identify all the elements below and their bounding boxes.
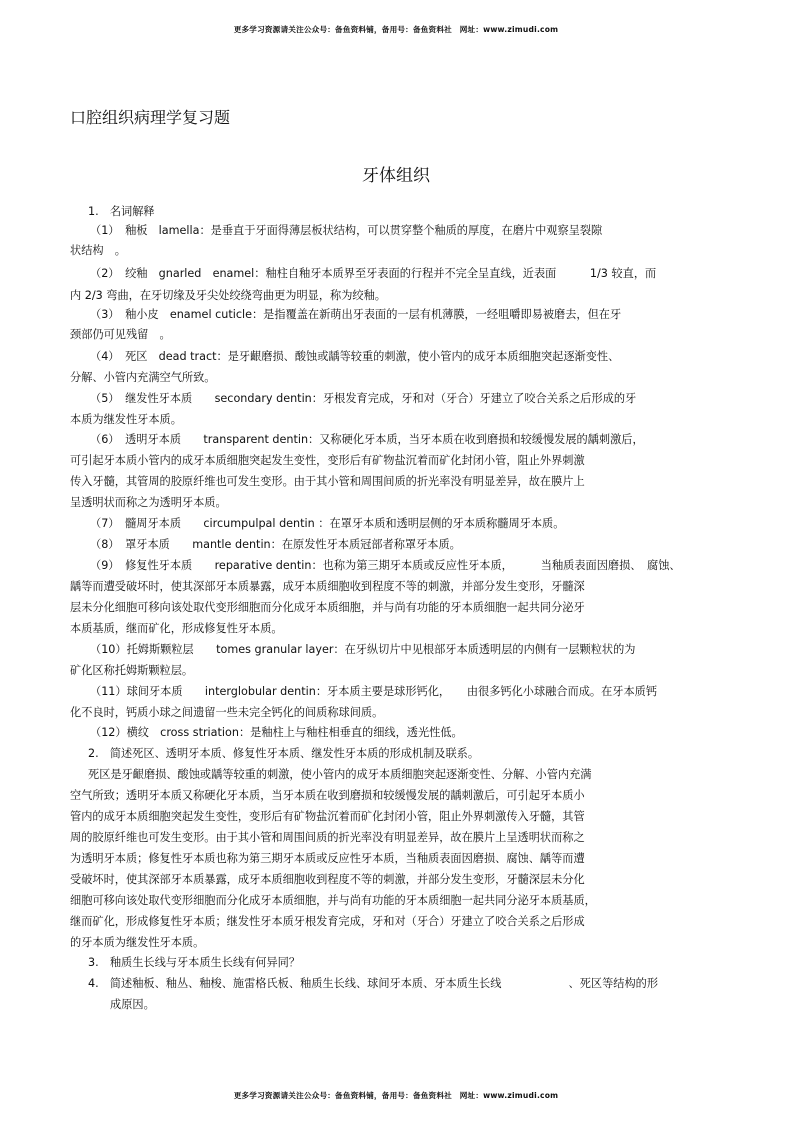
text-line: 层未分化细胞可移向该处取代变形细胞而分化成牙本质细胞，并与尚有功能的牙本质细胞一起共同分泌牙: [70, 601, 585, 614]
document-title: 口腔组织病理学复习题: [70, 108, 231, 127]
text-line: 管内的成牙本质细胞突起发生变性，变形后有矿物盐沉着而矿化封闭小管，阻止外界刺激传入牙髓，其管: [70, 810, 585, 823]
page-header: 更多学习资源请关注公众号：备鱼资料铺，备用号：备鱼资料社 网址：www.zimudi.com: [233, 25, 559, 34]
text-line: 继而矿化，形成修复性牙本质；继发性牙本质牙根发育完成，牙和对（牙合）牙建立了咬合关系之后形成: [70, 915, 585, 928]
text-line: （1） 釉板 lamella：是垂直于牙面得薄层板状结构，可以贯穿整个釉质的厚度，在磨片中观察呈裂隙: [90, 224, 603, 237]
text-line: 龋等而遭受破坏时，使其深部牙本质暴露，成牙本质细胞收到程度不等的刺激，并部分发生变形，牙髓深: [70, 580, 585, 593]
text-line: （12）横纹 cross striation：是釉柱上与釉柱相垂直的细线，透光性低。: [90, 726, 463, 739]
text-line: 颈部仍可见残留 。: [70, 328, 171, 341]
text-line: （5） 继发性牙本质 secondary dentin：牙根发育完成，牙和对（牙合）牙建立了咬合关系之后形成的牙: [90, 392, 637, 405]
text-line: （8） 罩牙本质 mantle dentin：在原发性牙本质冠部者称罩牙本质。: [90, 538, 461, 551]
text-line: 周的胶原纤维也可发生变形。由于其小管和周围间质的折光率没有明显差异，故在膜片上呈透明状而称之: [70, 831, 585, 844]
text-line: （6） 透明牙本质 transparent dentin：又称硬化牙本质，当牙本质在收到磨损和较缓慢发展的龋刺激后，: [90, 433, 644, 446]
text-line: 成原因。: [110, 998, 155, 1011]
text-line: 4. 简述釉板、釉丛、釉梭、施雷格氏板、釉质生长线、球间牙本质、牙本质生长线 、死区等结构的形: [88, 977, 659, 990]
text-line: （11）球间牙本质 interglobular dentin：牙本质主要是球形钙化， 由很多钙化小球融合而成。在牙本质钙: [90, 685, 658, 698]
text-line: （2） 绞釉 gnarled enamel：釉柱自釉牙本质界至牙表面的行程并不完全呈直线，近表面 1/3 较直，而: [90, 267, 657, 280]
text-line: 的牙本质为继发性牙本质。: [70, 936, 205, 949]
text-line: 细胞可移向该处取代变形细胞而分化成牙本质细胞，并与尚有功能的牙本质细胞一起共同分泌牙本质基质，: [70, 894, 596, 907]
text-line: （10）托姆斯颗粒层 tomes granular layer：在牙纵切片中见根部牙本质透明层的内侧有一层颗粒状的为: [90, 643, 636, 656]
text-line: 分解、小管内充满空气所致。: [70, 371, 216, 384]
text-line: 受破坏时，使其深部牙本质暴露，成牙本质细胞收到程度不等的刺激，并部分发生变形，牙髓深层未分化: [70, 873, 585, 886]
text-line: 呈透明状而称之为透明牙本质。: [70, 496, 227, 509]
text-line: （7） 髓周牙本质 circumpulpal dentin ：在罩牙本质和透明层侧的牙本质称髓周牙本质。: [90, 517, 565, 530]
text-line: 1. 名词解释: [88, 205, 155, 218]
text-line: 死区是牙齦磨损、酸蚀或龋等较重的刺激，使小管内的成牙本质细胞突起逐渐变性、分解、小管内充满: [88, 768, 592, 781]
text-line: （9） 修复性牙本质 reparative dentin：也称为第三期牙本质或反应性牙本质， 当釉质表面因磨损、 腐蚀、: [90, 559, 681, 572]
text-line: （4） 死区 dead tract：是牙齦磨损、酸蚀或龋等较重的刺激，使小管内的成牙本质细胞突起逐渐变性、: [90, 350, 620, 363]
text-line: 2. 简述死区、透明牙本质、修复性牙本质、继发性牙本质的形成机制及联系。: [88, 747, 480, 760]
section-title: 牙体组织: [362, 166, 430, 186]
text-line: 传入牙髓，其管周的胶原纤维也可发生变形。由于其小管和周围间质的折光率没有明显差异，故在膜片上: [70, 475, 585, 488]
text-line: （3） 釉小皮 enamel cuticle：是指覆盖在新萌出牙表面的一层有机薄膜，一经咀嚼即易被磨去，但在牙: [90, 308, 622, 321]
text-line: 内 2/3 弯曲，在牙切缘及牙尖处绞绕弯曲更为明显，称为绞釉。: [70, 289, 386, 302]
text-line: 状结构 。: [70, 244, 126, 257]
page-footer: 更多学习资源请关注公众号：备鱼资料铺，备用号：备鱼资料社 网址：www.zimudi.com: [233, 1091, 559, 1100]
text-line: 矿化区称托姆斯颗粒层。: [70, 664, 194, 677]
text-line: 空气所致；透明牙本质又称硬化牙本质，当牙本质在收到磨损和较缓慢发展的龋刺激后，可引起牙本质小: [70, 789, 585, 802]
text-line: 3. 釉质生长线与牙本质生长线有何异同？: [88, 956, 301, 969]
text-line: 本质为继发性牙本质。: [70, 413, 182, 426]
text-line: 化不良时，钙质小球之间遗留一些未完全钙化的间质称球间质。: [70, 706, 384, 719]
text-line: 本质基质，继而矿化，形成修复性牙本质。: [70, 622, 283, 635]
text-line: 为透明牙本质；修复性牙本质也称为第三期牙本质或反应性牙本质，当釉质表面因磨损、腐蚀、龋等而遭: [70, 852, 585, 865]
text-line: 可引起牙本质小管内的成牙本质细胞突起发生变性，变形后有矿物盐沉着而矿化封闭小管，阻止外界刺激: [70, 454, 585, 467]
